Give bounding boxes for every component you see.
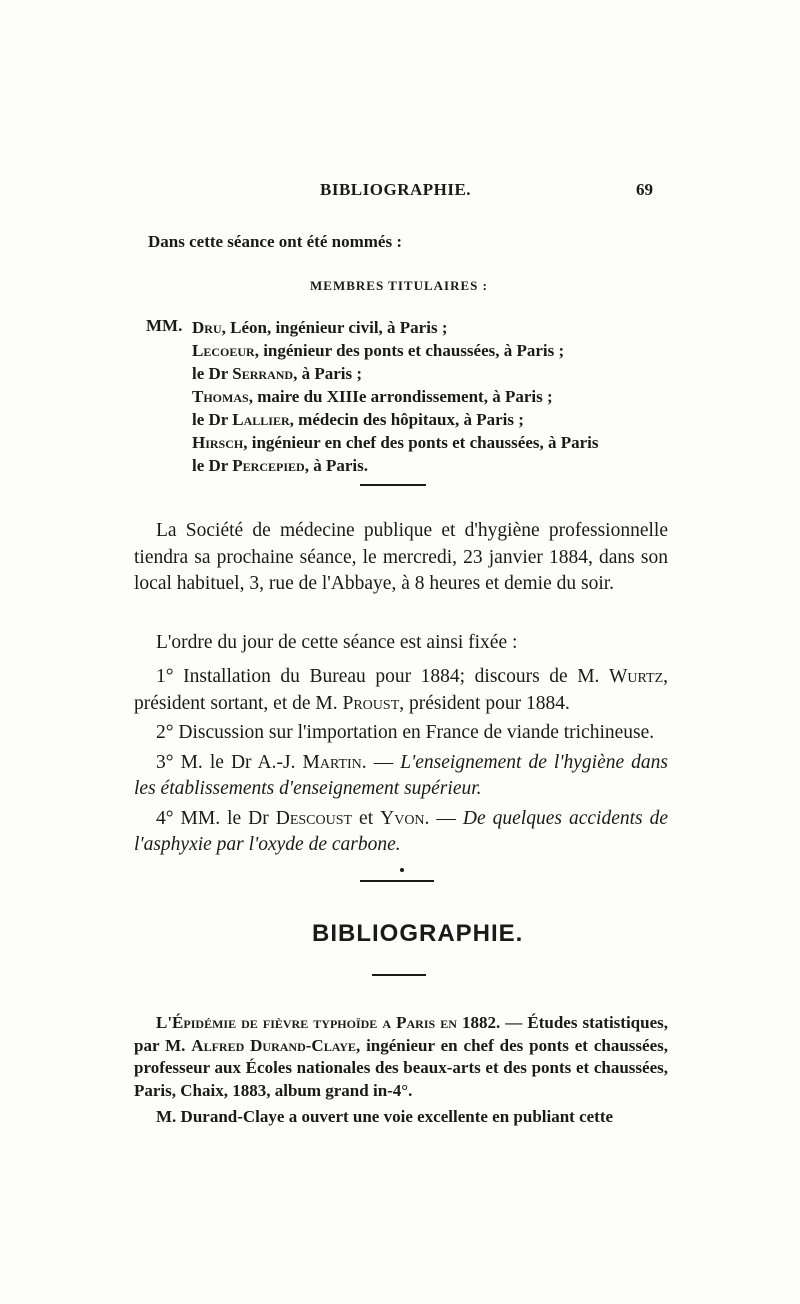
- members-list: [192, 316, 672, 477]
- intro-line: Dans cette séance ont été nommés :: [148, 232, 402, 251]
- agenda-item: 4° MM. le Dr Descoust et Yvon. — De quelques accidents de l'asphyxie par l'oxyde de carbone.: [134, 807, 669, 855]
- member-name: Thomas: [192, 387, 249, 406]
- announcement-paragraph: La Société de médecine publique et d'hygiène professionnelle tiendra sa prochaine séance, le mercredi, 23 janvier 1884, dans son local habituel, 3, rue de l'Abbaye, à 8 heures et demie du soir.: [134, 520, 668, 594]
- member-name: Serrand: [232, 364, 294, 383]
- entry-author: Alfred Durand-Claye: [191, 1035, 356, 1055]
- member-item: Lecoeur, ingénieur des ponts et chaussées, à Paris ;: [192, 341, 565, 360]
- agenda-list: [134, 664, 668, 862]
- member-name: Lallier: [232, 410, 290, 429]
- member-item: le Dr Lallier, médecin des hôpitaux, à Paris ;: [192, 410, 524, 429]
- member-item: le Dr Serrand, à Paris ;: [192, 364, 363, 383]
- member-item: Dru, Léon, ingénieur civil, à Paris ;: [192, 318, 448, 337]
- section-divider: [360, 484, 426, 486]
- member-item: le Dr Percepied, à Paris.: [192, 456, 368, 475]
- member-name: Percepied: [232, 456, 305, 475]
- member-name: Dru: [192, 318, 222, 337]
- page-number: 69: [636, 180, 653, 199]
- members-heading: MEMBRES TITULAIRES :: [310, 278, 488, 293]
- agenda-intro: L'ordre du jour de cette séance est ainsi fixée :: [156, 632, 518, 653]
- bibliography-entry: L'Épidémie de fièvre typhoïde a Paris en 1882. — Études statistiques, par M. Alfred Durand-Claye, ingénieur en chef des ponts et chaussées, professeur aux Écoles nationales des beaux-arts et des ponts et chaussées, Paris, Chaix, 1883, album grand in-4°.: [134, 1013, 668, 1100]
- member-name: Hirsch: [192, 433, 244, 452]
- member-item: Thomas, maire du XIIIe arrondissement, à Paris ;: [192, 387, 553, 406]
- member-item: Hirsch, ingénieur en chef des ponts et chaussées, à Paris: [192, 433, 599, 452]
- agenda-item: 1° Installation du Bureau pour 1884; discours de M. Wurtz, président sortant, et de M. Proust, président pour 1884.: [134, 666, 668, 714]
- members-prefix: MM.: [146, 316, 183, 335]
- entry-title: L'Épidémie de fièvre typhoïde a Paris en 1882.: [156, 1013, 501, 1032]
- section-divider: [372, 974, 426, 976]
- agenda-item: 2° Discussion sur l'importation en France de viande trichineuse.: [156, 722, 655, 743]
- continuation-line: M. Durand-Claye a ouvert une voie excellente en publiant cette: [156, 1107, 614, 1126]
- section-divider: [360, 880, 434, 882]
- agenda-item: 3° M. le Dr A.-J. Martin. — L'enseignement de l'hygiène dans les établissements d'enseignement supérieur.: [134, 751, 669, 799]
- member-name: Lecoeur: [192, 341, 255, 360]
- running-head: BIBLIOGRAPHIE.: [320, 180, 472, 199]
- section-title: BIBLIOGRAPHIE.: [312, 920, 524, 947]
- ornament-dot: [400, 868, 404, 872]
- bibliography-block: [134, 1012, 668, 1129]
